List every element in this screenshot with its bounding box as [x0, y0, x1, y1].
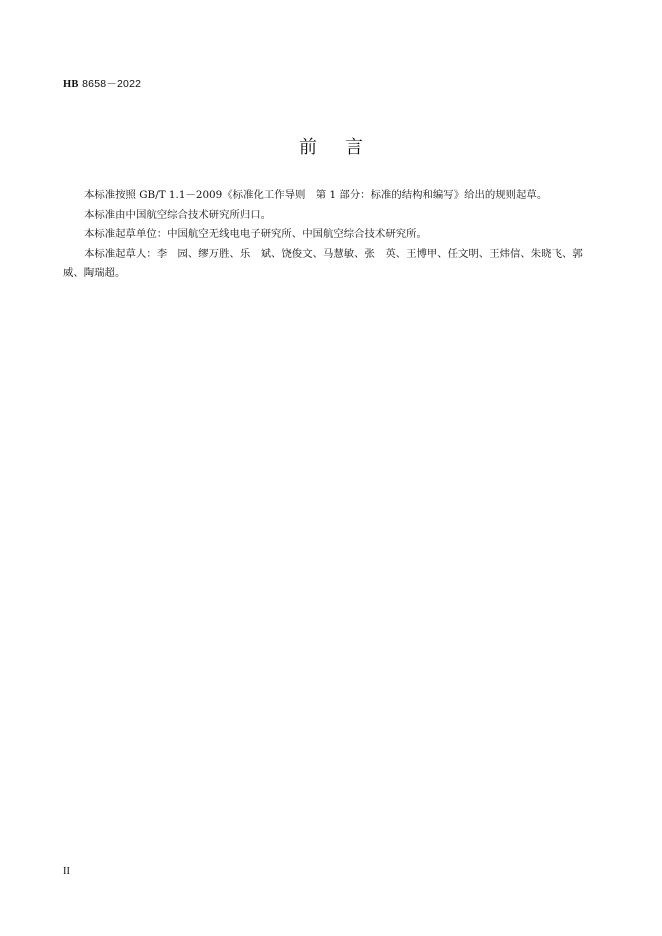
standard-code-number: 8658－2022	[82, 78, 142, 90]
page-number: II	[63, 866, 70, 877]
drafter-name: 李 园、	[156, 247, 199, 260]
drafter-name: 王博甲、	[406, 247, 448, 260]
foreword-body	[63, 186, 599, 284]
paragraph-drafting-units: 本标准起草单位：中国航空无线电电子研究所、中国航空综合技术研究所。	[84, 228, 427, 241]
page-title: 前言	[299, 137, 391, 158]
drafter-name: 朱晓飞、	[530, 247, 573, 260]
drafter-name: 缪万胜、	[198, 247, 240, 260]
drafters-label: 本标准起草人：	[84, 247, 157, 260]
drafter-name: 乐 斌、	[239, 247, 282, 260]
drafter-name: 马慧敏、	[322, 247, 365, 260]
drafter-name: 张 英、	[364, 247, 407, 260]
drafter-name: 陶瑞超。	[83, 267, 126, 280]
paragraph-drafters	[63, 245, 599, 284]
paragraph-responsible-unit: 本标准由中国航空综合技术研究所归口。	[84, 208, 272, 221]
standard-code-header	[63, 76, 141, 91]
drafter-name: 王炜信、	[489, 247, 531, 260]
drafter-name: 任文明、	[447, 247, 490, 260]
paragraph-drafting-rules: 本标准按照 GB/T 1.1－2009《标准化工作导则 第 1 部分：标准的结构和编写》给出的规则起草。	[84, 189, 548, 201]
standard-code-prefix: HB	[63, 79, 79, 90]
drafter-name: 饶俊文、	[281, 247, 323, 260]
drafter-name: 郭 威、	[63, 247, 594, 280]
